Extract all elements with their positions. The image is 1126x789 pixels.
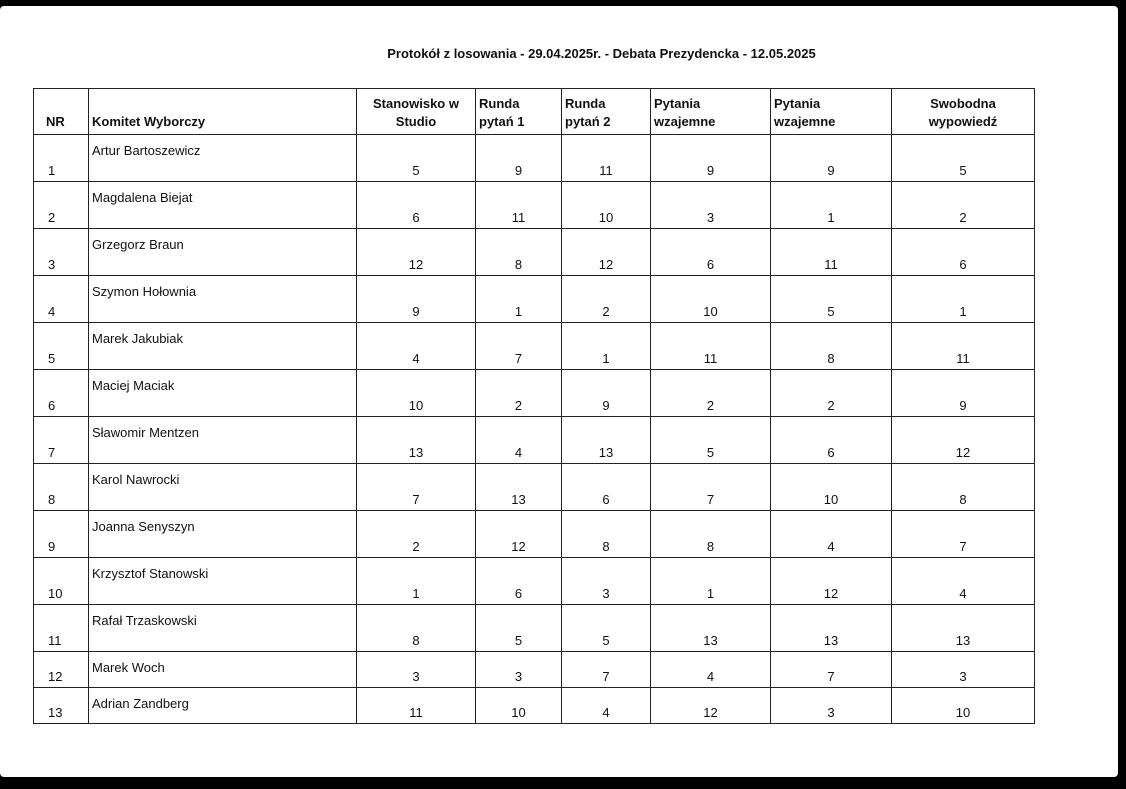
cell-stanowisko: 4 [357,323,476,370]
cell-runda-2: 4 [562,688,651,724]
cell-name: Rafał Trzaskowski [89,605,357,652]
cell-nr: 2 [34,182,89,229]
cell-stanowisko: 10 [357,370,476,417]
header-row [34,89,1035,135]
document-page [0,6,1118,777]
cell-runda-1: 12 [476,511,562,558]
cell-name: Karol Nawrocki [89,464,357,511]
header-pytania-1: Pytania wzajemne [651,89,771,135]
cell-name: Szymon Hołownia [89,276,357,323]
cell-pytania-2: 10 [771,464,892,511]
cell-runda-1: 13 [476,464,562,511]
cell-pytania-1: 12 [651,688,771,724]
cell-swobodna: 7 [892,511,1035,558]
table-row [34,417,1035,464]
cell-runda-1: 9 [476,135,562,182]
cell-stanowisko: 13 [357,417,476,464]
cell-swobodna: 12 [892,417,1035,464]
cell-runda-1: 1 [476,276,562,323]
cell-pytania-1: 8 [651,511,771,558]
cell-stanowisko: 6 [357,182,476,229]
cell-name: Marek Woch [89,652,357,688]
cell-nr: 4 [34,276,89,323]
cell-runda-2: 6 [562,464,651,511]
cell-pytania-1: 10 [651,276,771,323]
cell-swobodna: 13 [892,605,1035,652]
cell-nr: 10 [34,558,89,605]
cell-name: Grzegorz Braun [89,229,357,276]
cell-stanowisko: 5 [357,135,476,182]
table-row [34,464,1035,511]
cell-nr: 13 [34,688,89,724]
cell-runda-2: 1 [562,323,651,370]
cell-pytania-2: 4 [771,511,892,558]
cell-pytania-1: 3 [651,182,771,229]
cell-runda-1: 6 [476,558,562,605]
cell-name: Adrian Zandberg [89,688,357,724]
cell-pytania-2: 11 [771,229,892,276]
cell-name: Magdalena Biejat [89,182,357,229]
table-row [34,511,1035,558]
cell-pytania-2: 3 [771,688,892,724]
cell-name: Krzysztof Stanowski [89,558,357,605]
cell-swobodna: 3 [892,652,1035,688]
cell-pytania-2: 5 [771,276,892,323]
cell-pytania-1: 5 [651,417,771,464]
table-row [34,135,1035,182]
cell-runda-1: 2 [476,370,562,417]
cell-runda-2: 12 [562,229,651,276]
cell-runda-2: 8 [562,511,651,558]
cell-runda-1: 10 [476,688,562,724]
cell-runda-2: 2 [562,276,651,323]
cell-runda-2: 5 [562,605,651,652]
cell-name: Artur Bartoszewicz [89,135,357,182]
cell-runda-1: 4 [476,417,562,464]
cell-pytania-2: 8 [771,323,892,370]
cell-pytania-2: 7 [771,652,892,688]
header-pytania-2: Pytania wzajemne [771,89,892,135]
table-row [34,688,1035,724]
cell-stanowisko: 2 [357,511,476,558]
cell-runda-2: 7 [562,652,651,688]
cell-pytania-1: 11 [651,323,771,370]
cell-runda-2: 13 [562,417,651,464]
cell-stanowisko: 8 [357,605,476,652]
cell-swobodna: 9 [892,370,1035,417]
header-swobodna: Swobodna wypowiedź [892,89,1035,135]
document-title: Protokół z losowania - 29.04.2025r. - Debata Prezydencka - 12.05.2025 [387,46,816,61]
cell-runda-2: 9 [562,370,651,417]
table-row [34,558,1035,605]
header-runda-1: Runda pytań 1 [476,89,562,135]
header-nr: NR [34,89,89,135]
cell-pytania-1: 4 [651,652,771,688]
header-komitet: Komitet Wyborczy [89,89,357,135]
cell-pytania-2: 12 [771,558,892,605]
cell-swobodna: 10 [892,688,1035,724]
cell-swobodna: 4 [892,558,1035,605]
cell-nr: 8 [34,464,89,511]
cell-name: Joanna Senyszyn [89,511,357,558]
cell-runda-1: 8 [476,229,562,276]
cell-pytania-1: 9 [651,135,771,182]
header-runda-2: Runda pytań 2 [562,89,651,135]
cell-runda-1: 3 [476,652,562,688]
table-row [34,276,1035,323]
cell-runda-1: 7 [476,323,562,370]
cell-runda-1: 5 [476,605,562,652]
cell-runda-2: 3 [562,558,651,605]
cell-nr: 7 [34,417,89,464]
cell-pytania-2: 9 [771,135,892,182]
cell-nr: 5 [34,323,89,370]
cell-swobodna: 2 [892,182,1035,229]
table-row [34,652,1035,688]
cell-runda-1: 11 [476,182,562,229]
table-row [34,229,1035,276]
cell-pytania-1: 2 [651,370,771,417]
cell-nr: 1 [34,135,89,182]
cell-pytania-2: 13 [771,605,892,652]
cell-stanowisko: 12 [357,229,476,276]
cell-pytania-2: 1 [771,182,892,229]
cell-runda-2: 10 [562,182,651,229]
cell-pytania-1: 6 [651,229,771,276]
cell-pytania-2: 2 [771,370,892,417]
cell-stanowisko: 11 [357,688,476,724]
cell-pytania-1: 13 [651,605,771,652]
cell-name: Sławomir Mentzen [89,417,357,464]
cell-swobodna: 1 [892,276,1035,323]
cell-name: Marek Jakubiak [89,323,357,370]
cell-nr: 12 [34,652,89,688]
cell-stanowisko: 1 [357,558,476,605]
table-row [34,370,1035,417]
cell-stanowisko: 9 [357,276,476,323]
cell-pytania-2: 6 [771,417,892,464]
header-stanowisko: Stanowisko w Studio [357,89,476,135]
table-row [34,323,1035,370]
cell-swobodna: 8 [892,464,1035,511]
cell-nr: 9 [34,511,89,558]
cell-nr: 6 [34,370,89,417]
table-row [34,605,1035,652]
cell-pytania-1: 7 [651,464,771,511]
cell-stanowisko: 7 [357,464,476,511]
cell-pytania-1: 1 [651,558,771,605]
cell-nr: 11 [34,605,89,652]
cell-name: Maciej Maciak [89,370,357,417]
draw-results-table [33,88,1035,724]
cell-swobodna: 11 [892,323,1035,370]
table-row [34,182,1035,229]
cell-stanowisko: 3 [357,652,476,688]
cell-swobodna: 6 [892,229,1035,276]
cell-runda-2: 11 [562,135,651,182]
cell-swobodna: 5 [892,135,1035,182]
cell-nr: 3 [34,229,89,276]
